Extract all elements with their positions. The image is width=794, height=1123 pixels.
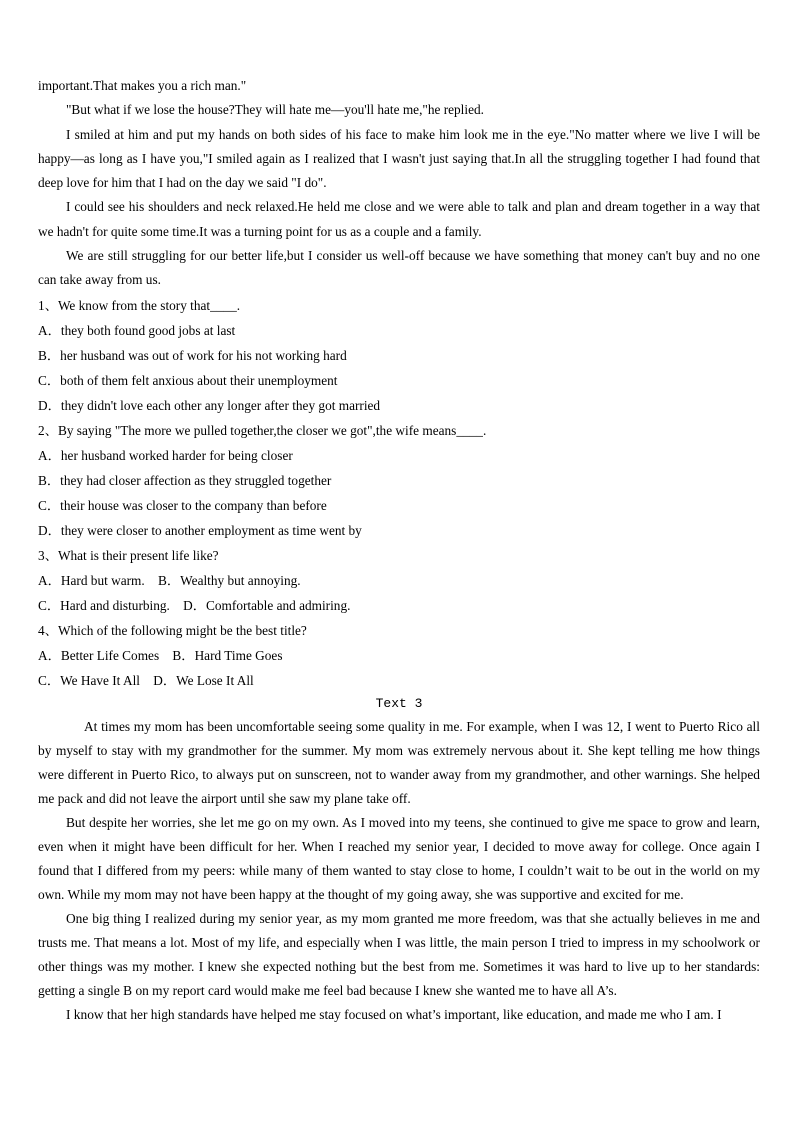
- answer-option: B．her husband was out of work for his not working hard: [38, 347, 347, 363]
- text3-paragraph: At times my mom has been uncomfortable seeing some quality in me. For example, when I was 12, I went to Puerto Rico all by myself to stay with my grandmother for the summer. My mom was extremely nervous about it. She kept telling me how things were different in Puerto Rico, to always put on sunscreen, not to wander away from my grandmother, and other warnings. She helped me pack and did not leave the airport until she saw my plane take off.: [38, 718, 760, 806]
- passage-paragraph: important.That makes you a rich man.": [38, 78, 247, 93]
- document-page: [38, 74, 760, 1027]
- answer-option: B．they had closer affection as they struggled together: [38, 472, 332, 488]
- question-stem: 3、What is their present life like?: [38, 547, 219, 563]
- text3-paragraph: One big thing I realized during my senior year, as my mom granted me more freedom, was that she actually believes in me and trusts me. That means a lot. Most of my life, and especially when I was little, the main person I tried to impress in my schoolwork or other things was my mother. I knew she expected nothing but the best from me. Sometimes it was hard to live up to her standards: getting a single B on my report card would make me feel bad because I knew she wanted me to have all A’s.: [38, 910, 760, 998]
- question-stem: 1、We know from the story that____.: [38, 297, 241, 313]
- answer-option: C．both of them felt anxious about their unemployment: [38, 372, 338, 388]
- text3-paragraph: But despite her worries, she let me go on my own. As I moved into my teens, she continued to give me space to grow and learn, even when it might have been difficult for her. When I reached my senior year, I decided to move away for college. Once again I found that I differed from my peers: while many of them wanted to stay close to home, I couldn’t wait to be out in the world on my own. While my mom may not have been happy at the thought of my going away, she was supportive and excited for me.: [38, 814, 760, 902]
- passage-paragraph: We are still struggling for our better life,but I consider us well-off because we have something that money can't buy and no one can take away from us.: [38, 248, 760, 288]
- passage-paragraph: "But what if we lose the house?They will hate me—you'll hate me,"he replied.: [66, 102, 484, 118]
- answer-option: C．their house was closer to the company than before: [38, 497, 327, 513]
- answer-option-row: C．Hard and disturbing. D．Comfortable and admiring.: [38, 597, 351, 613]
- question-stem: 4、Which of the following might be the best title?: [38, 622, 307, 638]
- answer-option: D．they didn't love each other any longer after they got married: [38, 397, 381, 413]
- answer-option-row: C．We Have It All D．We Lose It All: [38, 672, 254, 688]
- passage-paragraph: I could see his shoulders and neck relaxed.He held me close and we were able to talk and plan and dream together in a way that we hadn't for quite some time.It was a turning point for us as a couple and a family.: [38, 199, 760, 239]
- passage-paragraph: I smiled at him and put my hands on both sides of his face to make him look me in the eye."No matter where we live I will be happy—as long as I have you,"I smiled again as I realized that I wasn't just saying that.In all the struggling together I had found that deep love for him that I had on the day we said "I do".: [38, 126, 760, 191]
- section-title: Text 3: [375, 695, 423, 711]
- text3-paragraph: I know that her high standards have helped me stay focused on what’s important, like education, and made me who I am. I: [66, 1006, 722, 1022]
- question-stem: 2、By saying "The more we pulled together,the closer we got",the wife means____.: [38, 422, 487, 438]
- answer-option: D．they were closer to another employment as time went by: [38, 522, 362, 538]
- answer-option: A．they both found good jobs at last: [38, 322, 236, 338]
- answer-option-row: A．Hard but warm. B．Wealthy but annoying.: [38, 572, 301, 588]
- answer-option: A．her husband worked harder for being closer: [38, 447, 293, 463]
- answer-option-row: A．Better Life Comes B．Hard Time Goes: [38, 647, 283, 663]
